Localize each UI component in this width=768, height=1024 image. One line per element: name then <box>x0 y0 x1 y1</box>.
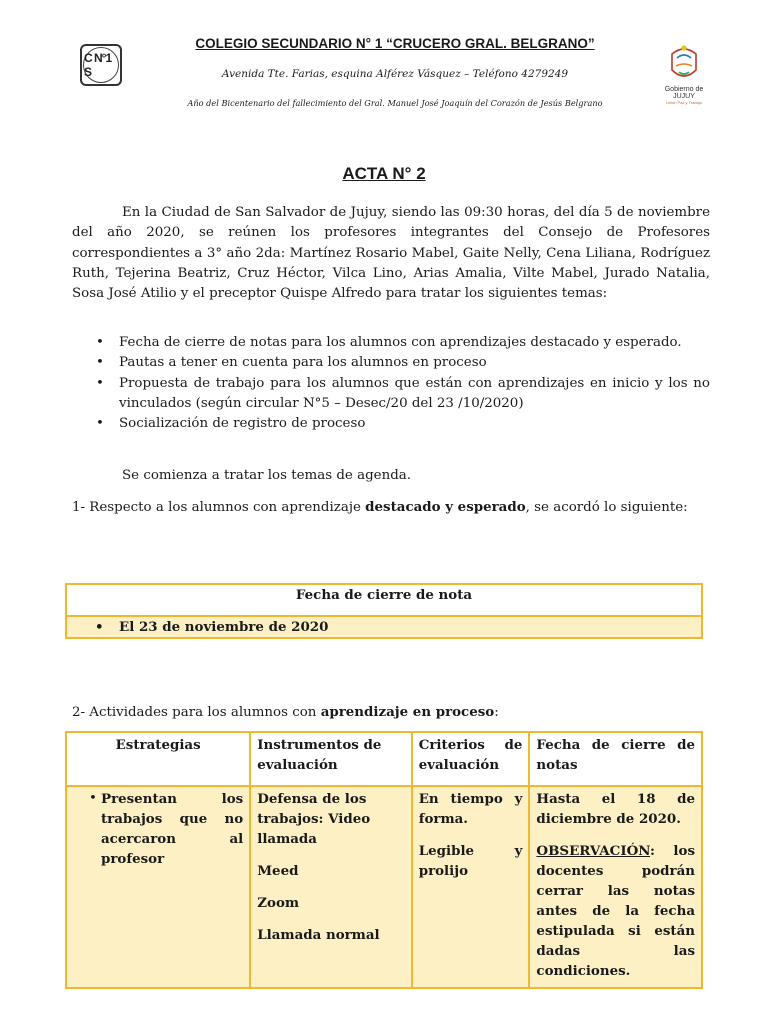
school-name: COLEGIO SECUNDARIO N° 1 “CRUCERO GRAL. BELGRANO” <box>195 36 595 51</box>
government-logo <box>656 44 712 114</box>
point-2-post: : <box>494 705 499 720</box>
school-seal-icon <box>83 47 119 83</box>
jujuy-emblem-icon <box>666 44 702 84</box>
criteria-item: En tiempo y forma. <box>418 791 523 827</box>
list-item: • Propuesta de trabajo para los alumnos que están con aprendizajes en inicio y los no vinculados (según circular N°5 – Desec/20 del 23 /10/2020) <box>72 374 710 415</box>
process-activities-table <box>65 731 703 989</box>
point-1-post: , se acordó lo siguiente: <box>525 500 688 515</box>
point-1-pre: 1- Respecto a los alumnos con aprendizaje <box>72 500 366 515</box>
closing-date-cell <box>66 616 702 638</box>
government-logo-subtext: Unión Paz y Trabajo <box>665 100 703 105</box>
school-address: Avenida Tte. Farias, esquina Alférez Vásquez – Teléfono 4279249 <box>221 68 569 80</box>
year-motto: Año del Bicentenario del fallecimiento del Gral. Manuel José Joaquín del Corazón de Jesús Belgrano <box>187 98 603 108</box>
header-strategies: Estrategias <box>66 732 250 786</box>
instrument-item: Llamada normal <box>257 927 380 943</box>
government-logo-text: Gobierno de JUJUY <box>664 86 704 100</box>
point-2-bold: aprendizaje en proceso <box>320 704 495 720</box>
strategy-cell: • Presentan los trabajos que no acercaron al profesor <box>66 786 250 988</box>
instrument-item: Zoom <box>257 895 300 911</box>
observation-text <box>536 841 695 981</box>
instrument-item: Defensa de los trabajos: Video llamada <box>257 791 371 847</box>
closing-date-text: Hasta el 18 de diciembre de 2020. <box>536 791 695 827</box>
school-logo-text: C N°1 S <box>84 51 112 79</box>
closing-date-notes-cell <box>529 786 702 988</box>
document-title: ACTA N° 2 <box>342 164 426 183</box>
observation-body: : los docentes podrán cerrar las notas antes de la fecha estipulada si están dadas las condiciones. <box>536 843 695 979</box>
observation-label: OBSERVACIÓN <box>536 843 651 859</box>
point-1-bold: destacado y esperado <box>365 499 526 515</box>
criteria-item: Legible y prolijo <box>418 843 523 879</box>
criteria-cell <box>412 786 530 988</box>
intro-paragraph: En la Ciudad de San Salvador de Jujuy, siendo las 09:30 horas, del día 5 de noviembre del año 2020, se reúnen los profesores integrantes del Consejo de Profesores correspondientes a 3° año 2da: Martínez Rosario Mabel, Gaite Nelly, Cena Liliana, Rodríguez Ruth, Tejerina Beatriz, Cruz Héctor, Vilca Lino, Arias Amalia, Vilte Mabel, Jurado Natalia, Sosa José Atilio y el preceptor Quispe Alfredo para tratar los siguientes temas: <box>72 205 710 302</box>
school-logo <box>80 44 122 86</box>
closing-date-header: Fecha de cierre de nota <box>66 584 702 616</box>
list-item: • Fecha de cierre de notas para los alumnos con aprendizajes destacado y esperado. <box>72 333 710 353</box>
bullet-icon: • <box>95 619 104 635</box>
header-instruments: Instrumentos de evaluación <box>250 732 411 786</box>
topics-list <box>72 333 710 434</box>
list-item: • Socialización de registro de proceso <box>72 414 710 434</box>
agenda-sentence: Se comienza a tratar los temas de agenda. <box>122 468 412 483</box>
instrument-item: Meed <box>257 863 299 879</box>
point-2-paragraph <box>72 702 710 723</box>
header-criteria: Criterios de evaluación <box>412 732 530 786</box>
point-2-pre: 2- Actividades para los alumnos con <box>72 705 321 720</box>
instruments-cell <box>250 786 411 988</box>
list-item: • Pautas a tener en cuenta para los alumnos en proceso <box>72 353 710 373</box>
header-closing-date: Fecha de cierre de notas <box>529 732 702 786</box>
point-1-paragraph <box>72 497 710 518</box>
closing-date-value: El 23 de noviembre de 2020 <box>119 619 329 635</box>
closing-date-table <box>65 583 703 639</box>
